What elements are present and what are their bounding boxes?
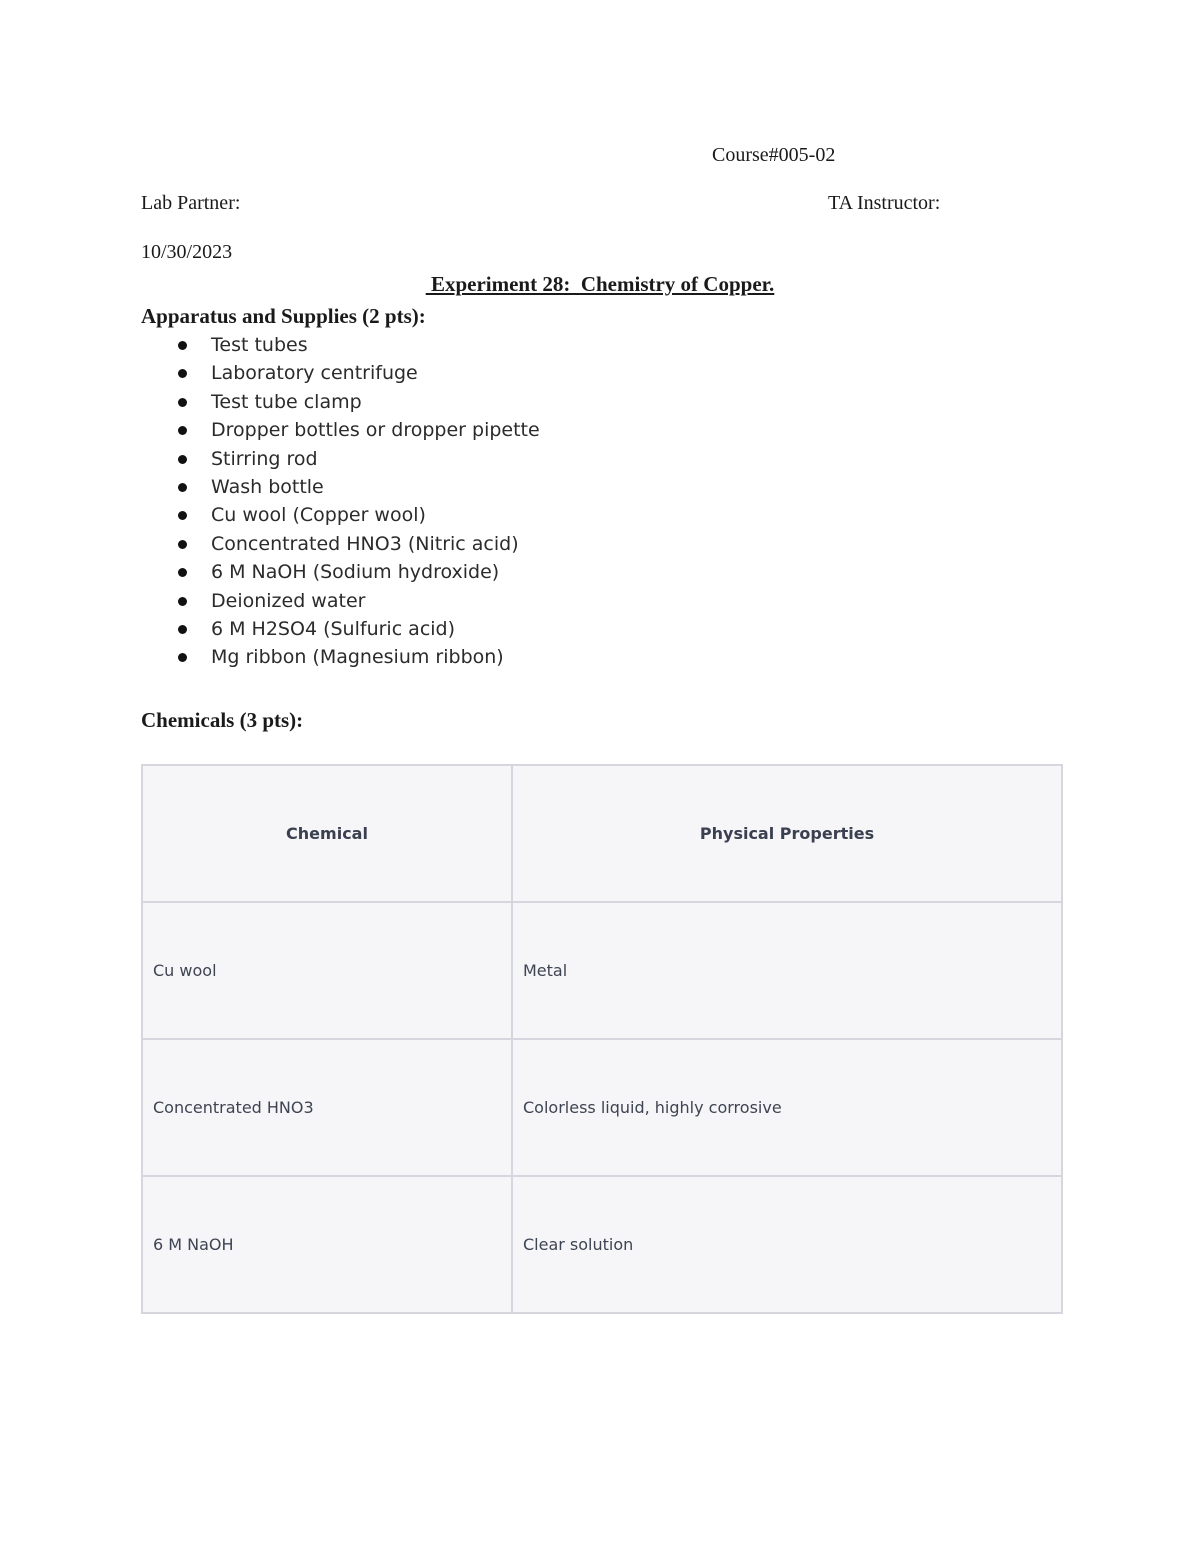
list-item-label: 6 M H2SO4 (Sulfuric acid) [211, 617, 456, 640]
list-item-label: Test tubes [211, 334, 308, 356]
list-item-label: Cu wool (Copper wool) [211, 504, 426, 527]
table-cell-properties: Colorless liquid, highly corrosive [512, 1039, 1062, 1176]
ta-instructor-label: TA Instructor: [828, 192, 941, 214]
table-row [142, 902, 1062, 1039]
table-cell-chemical: Cu wool [142, 902, 512, 1039]
bullet-icon [178, 540, 187, 549]
list-item-label: 6 M NaOH (Sodium hydroxide) [211, 561, 500, 584]
bullet-icon [178, 568, 187, 577]
table-row [142, 1176, 1062, 1313]
report-date: 10/30/2023 [141, 241, 233, 263]
bullet-icon [178, 341, 187, 350]
list-item-label: Dropper bottles or dropper pipette [211, 419, 540, 442]
bullet-icon [178, 369, 187, 378]
bullet-icon [178, 625, 187, 634]
bullet-icon [178, 398, 187, 407]
chemicals-table [141, 764, 1063, 1314]
table-row [142, 1039, 1062, 1176]
list-item-label: Stirring rod [211, 447, 318, 470]
column-header-physical-properties: Physical Properties [512, 765, 1062, 902]
bullet-icon [178, 597, 187, 606]
bullet-icon [178, 483, 187, 492]
table-cell-chemical: Concentrated HNO3 [142, 1039, 512, 1176]
bullet-icon [178, 653, 187, 662]
document-title: Experiment 28: Chemistry of Copper. [425, 272, 775, 296]
table-cell-properties: Metal [512, 902, 1062, 1039]
table-cell-properties: Clear solution [512, 1176, 1062, 1313]
column-header-chemical: Chemical [142, 765, 512, 902]
apparatus-heading: Apparatus and Supplies (2 pts): [141, 304, 426, 328]
table-cell-chemical: 6 M NaOH [142, 1176, 512, 1313]
bullet-icon [178, 426, 187, 435]
bullet-icon [178, 511, 187, 520]
chemicals-heading: Chemicals (3 pts): [141, 708, 304, 732]
list-item-label: Concentrated HNO3 (Nitric acid) [211, 532, 519, 555]
bullet-icon [178, 455, 187, 464]
lab-partner-label: Lab Partner: [141, 192, 241, 214]
list-item-label: Laboratory centrifuge [211, 362, 418, 385]
course-number: Course#005-02 [712, 144, 836, 166]
list-item-label: Wash bottle [211, 475, 324, 498]
list-item-label: Deionized water [211, 589, 366, 612]
table-header-row [142, 765, 1062, 902]
list-item-label: Test tube clamp [211, 390, 362, 413]
list-item-label: Mg ribbon (Magnesium ribbon) [211, 646, 504, 669]
